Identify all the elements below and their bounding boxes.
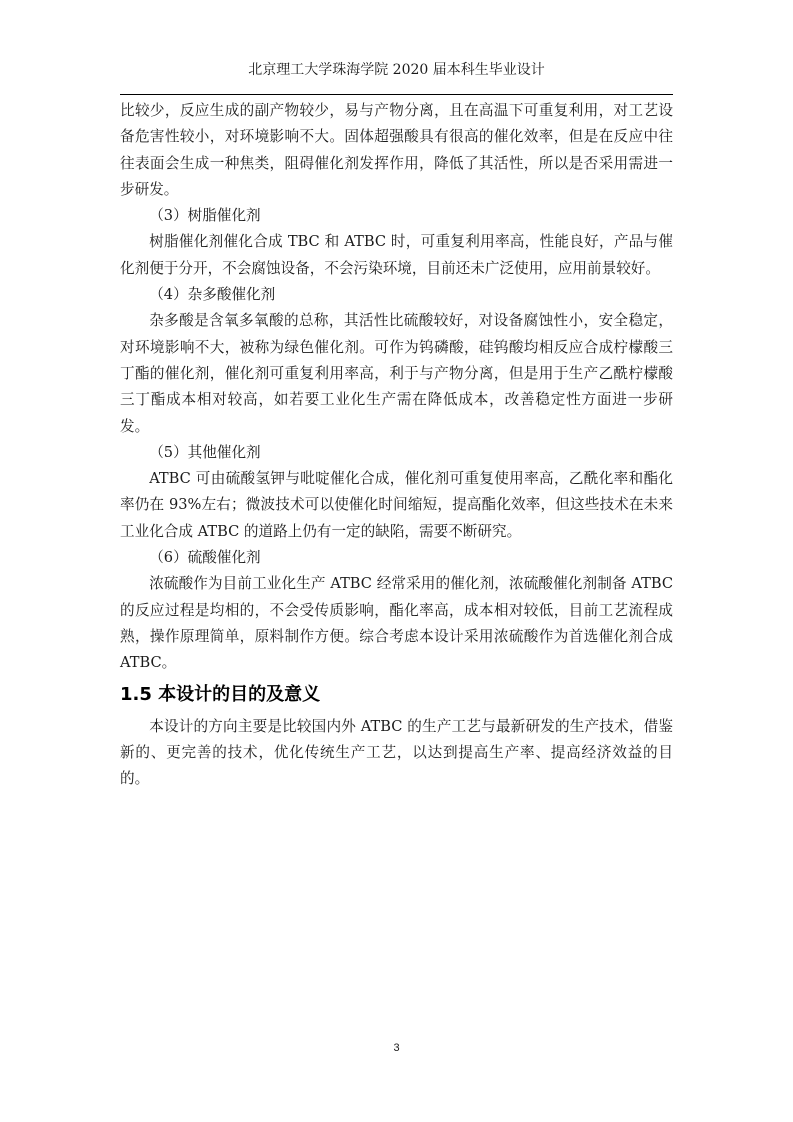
header-rule <box>120 94 673 95</box>
subheading-sulfuric-acid-catalyst: （6）硫酸催化剂 <box>149 549 261 567</box>
page-body <box>120 98 673 792</box>
running-header: 北京理工大学珠海学院 2020 届本科生毕业设计 <box>248 62 545 78</box>
section-heading-1-5: 1.5 本设计的目的及意义 <box>120 683 321 705</box>
subheading-resin-catalyst: （3）树脂催化剂 <box>149 207 261 225</box>
paragraph-other-catalysts: ATBC 可由硫酸氢钾与吡啶催化合成，催化剂可重复使用率高，乙酰化率和酯化率仍在 93%左右；微波技术可以使催化时间缩短，提高酯化效率，但这些技术在未来工业化合成 ATBC 的道路上仍有一定的缺陷，需要不断研究。 <box>120 470 673 540</box>
page-number: 3 <box>393 1042 400 1054</box>
paragraph-resin-catalyst: 树脂催化剂催化合成 TBC 和 ATBC 时，可重复利用率高，性能良好，产品与催化剂便于分开，不会腐蚀设备，不会污染环境，目前还未广泛使用，应用前景较好。 <box>120 233 673 277</box>
paragraph-heteropoly-acid-catalyst: 杂多酸是含氧多氧酸的总称，其活性比硫酸较好，对设备腐蚀性小，安全稳定，对环境影响不大，被称为绿色催化剂。可作为钨磷酸，硅钨酸均相反应合成柠檬酸三丁酯的催化剂，催化剂可重复利用率高，利于与产物分离，但是用于生产乙酰柠檬酸三丁酯成本相对较高，如若要工业化生产需在降低成本，改善稳定性方面进一步研发。 <box>120 312 673 435</box>
subheading-heteropoly-acid-catalyst: （4）杂多酸催化剂 <box>149 286 276 304</box>
paragraph-design-purpose: 本设计的方向主要是比较国内外 ATBC 的生产工艺与最新研发的生产技术，借鉴新的、更完善的技术，优化传统生产工艺，以达到提高生产率、提高经济效益的目的。 <box>120 717 673 788</box>
paragraph-sulfuric-acid-catalyst: 浓硫酸作为目前工业化生产 ATBC 经常采用的催化剂，浓硫酸催化剂制备 ATBC 的反应过程是均相的，不会受传质影响，酯化率高，成本相对较低，目前工艺流程成熟，操作原理简单，原料制作方便。综合考虑本设计采用浓硫酸作为首选催化剂合成 ATBC。 <box>120 575 673 672</box>
paragraph-solid-superacid-continued: 比较少，反应生成的副产物较少，易与产物分离，且在高温下可重复利用，对工艺设备危害性较小，对环境影响不大。固体超强酸具有很高的催化效率，但是在反应中往往表面会生成一种焦类，阻碍催化剂发挥作用，降低了其活性，所以是否采用需进一步研发。 <box>120 102 673 198</box>
subheading-other-catalysts: （5）其他催化剂 <box>149 443 261 461</box>
